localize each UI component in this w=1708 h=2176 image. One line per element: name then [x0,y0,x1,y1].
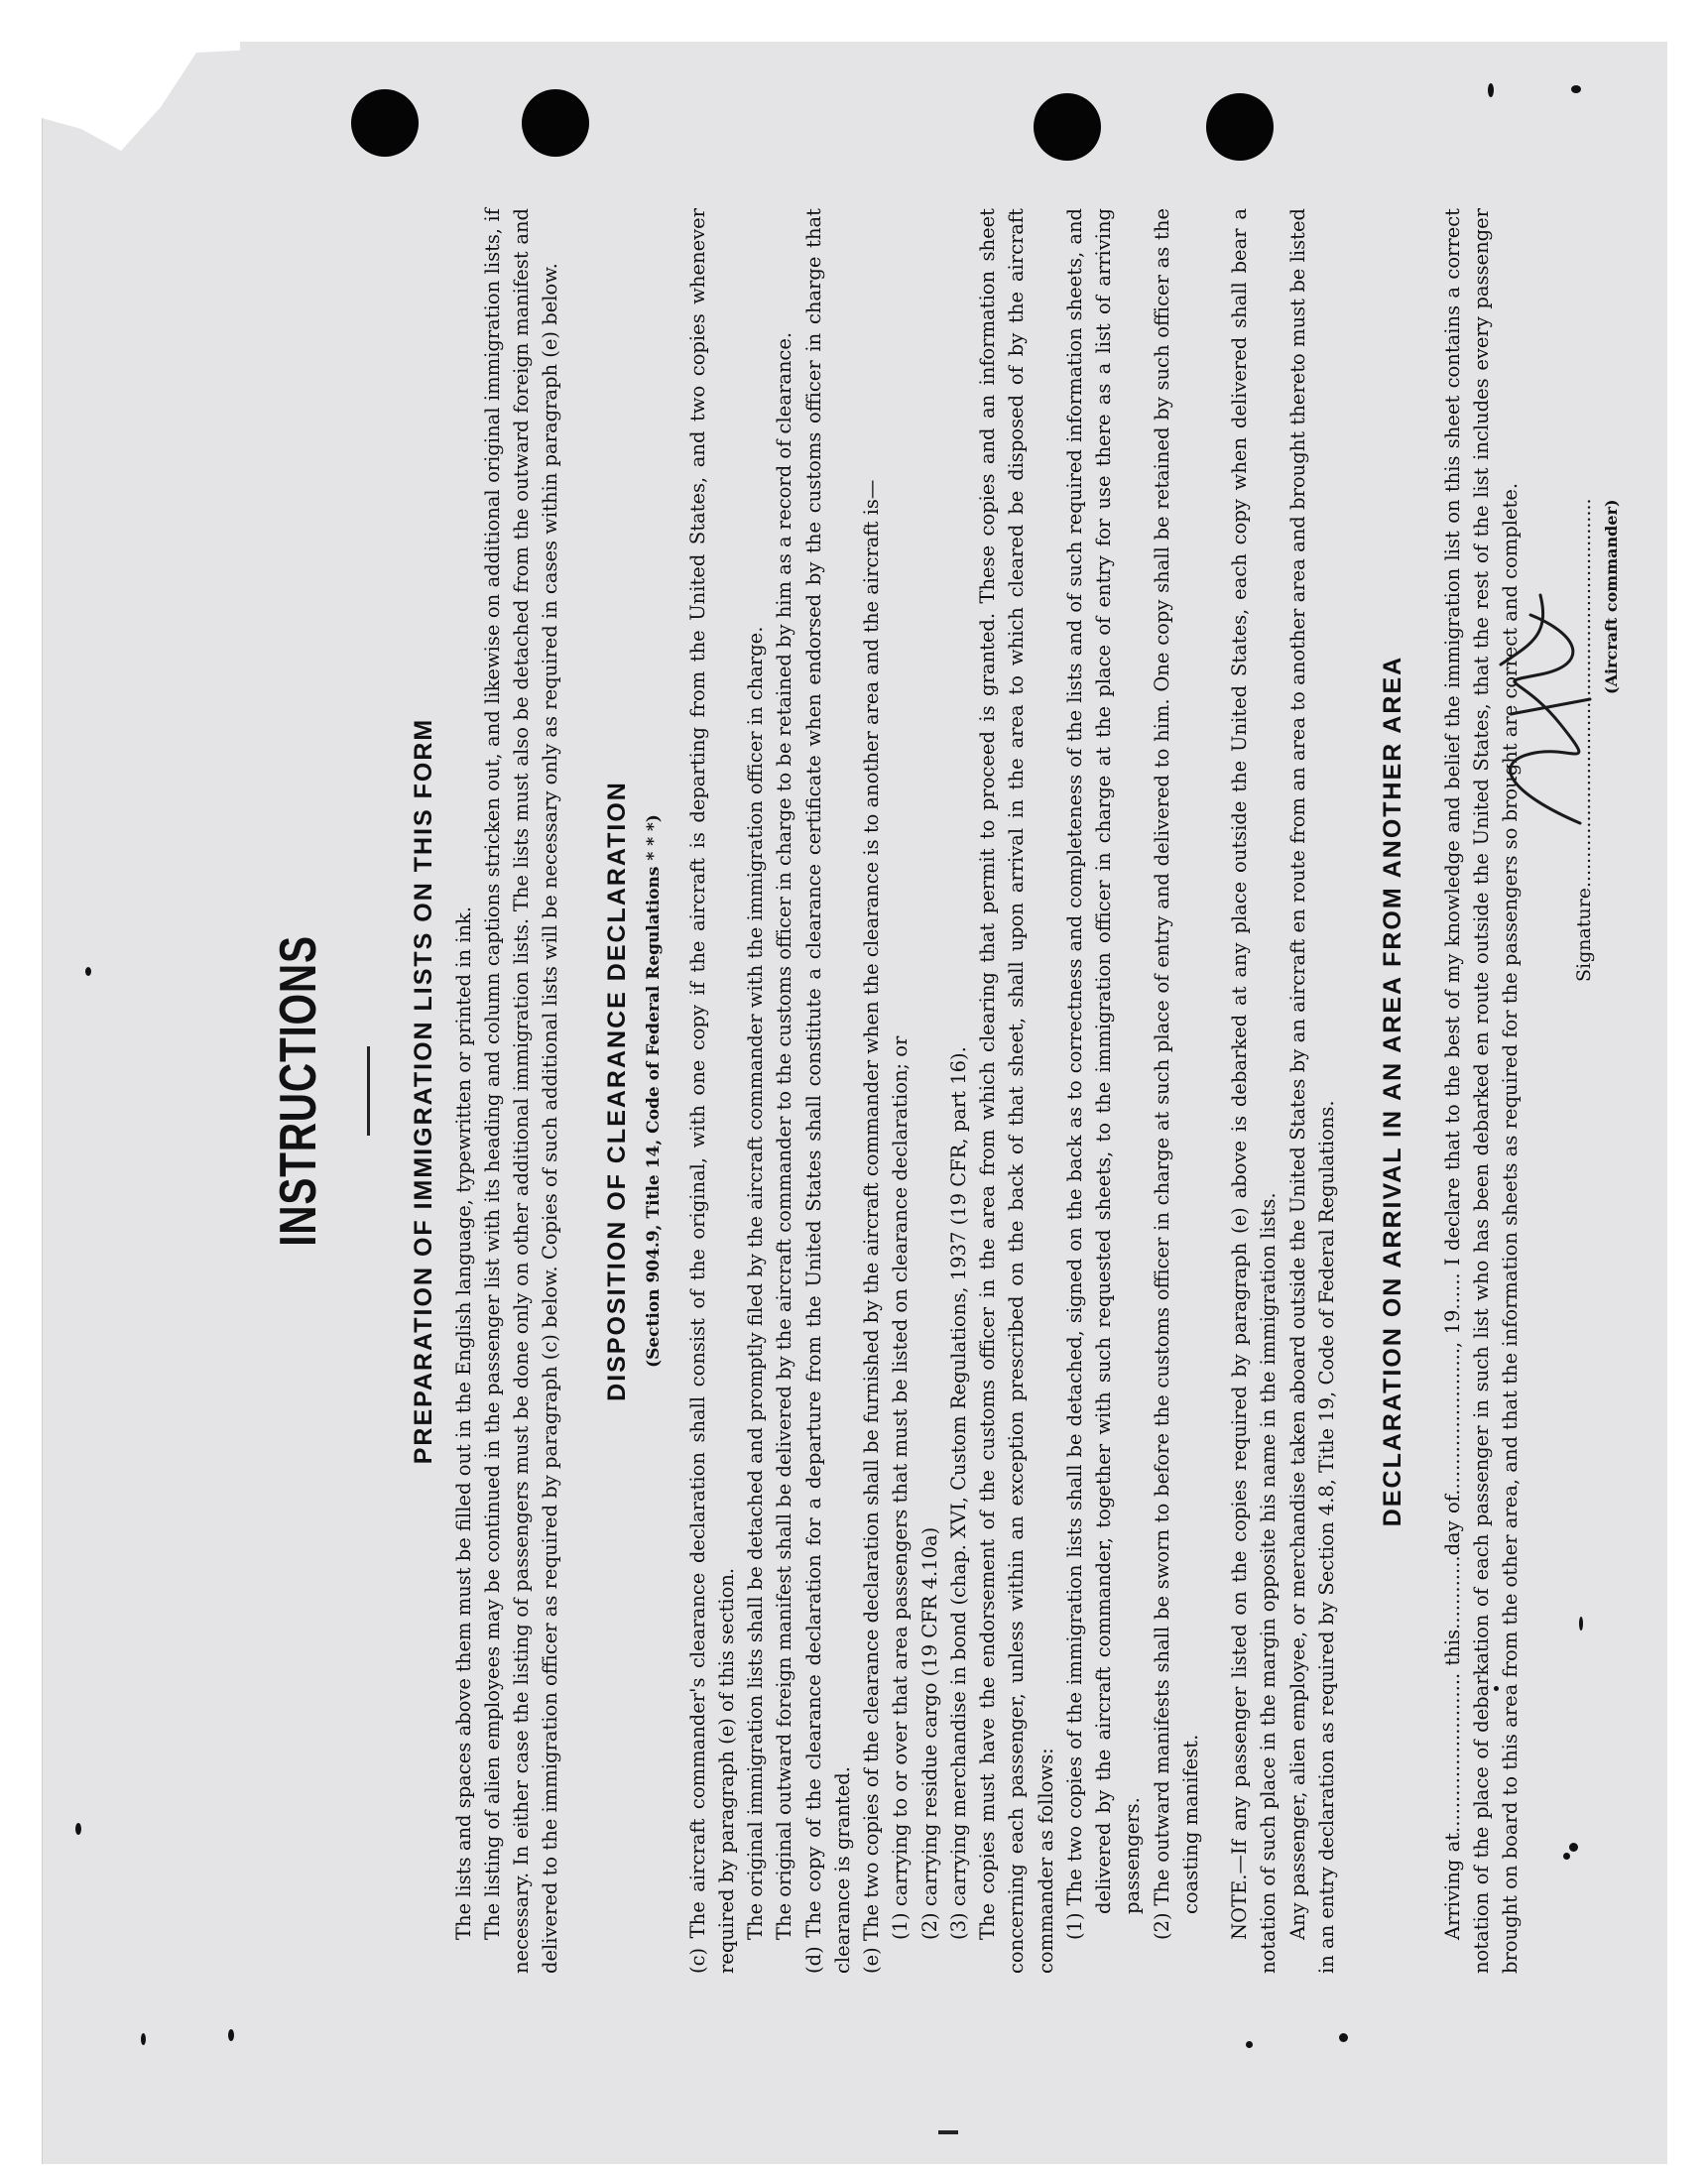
title-rule [367,1046,370,1136]
paragraph-copies: The copies must have the endorsement of the customs officer in the area from which clearing that permit to proceed is granted. These copies and an information sheet concerning each passenger, unless within an exception prescribed on the back of that sheet, shall upon arrival in the area to which cleared be disposed of by the aircraft commander as follows: [976,208,1057,1974]
paragraph-d: (d) The copy of the clearance declaration for a departure from the United States shall constitute a clearance certificate when endorsed by the customs officer in charge that clearance is granted. [801,208,854,1974]
scratch [938,2130,958,2134]
punch-hole-3 [1034,93,1101,161]
punch-hole-1 [351,89,419,157]
speck [1246,2041,1253,2048]
declaration-text: Arriving at.......................... this............day of........................, 19...... I declare that to the best of my knowledge and belief the immigration list on this sheet contains a correct notation of the place of debarkation of each passenger in such list who has been debarked en route outside the United States, that the rest of the list includes every passenger brought on board to this area from the other area, and that the information sheets as required for the passengers so brought are correct and complete. [1440,208,1522,1974]
signature-block [1540,208,1659,1974]
paragraph-e-3: (3) carrying merchandise in bond (chap. XVI, Custom Regulations, 1937 (19 CFR, part 16). [946,1046,970,1940]
paragraph-c: (c) The aircraft commander's clearance declaration shall consist of the original, with one copy if the aircraft is departing from the United States, and two copies whenever required by paragraph (e) of this section. [685,208,738,1974]
paragraph-e: (e) The two copies of the clearance declaration shall be furnished by the aircraft commander when the clearance is to another area and the aircraft is— [860,479,883,1974]
speck [1339,2033,1348,2042]
paragraph-e-1: (1) carrying to or over that area passengers that must be listed on clearance declaration; or [889,1035,913,1940]
signature-field[interactable]: Signature................................................................. [1573,498,1596,982]
paragraph-c-3: The original outward foreign manifest shall be delivered by the aircraft commander to the customs officer in charge to be retained by him as a record of clearance. [773,331,796,1940]
declaration-heading: DECLARATION ON ARRIVAL IN AN AREA FROM ANOTHER AREA [1379,655,1406,1527]
speck [141,2033,146,2045]
speck [228,2029,234,2041]
speck [75,1823,81,1835]
rotated-form-content [260,208,1622,1974]
page-title: INSTRUCTIONS [270,935,327,1247]
paragraph-note-2: Any passenger, alien employee, or merchandise taken aboard outside the United States by an aircraft en route from an area to another area and brought thereto must be listed in an entry declaration as required by Section 4.8, Title 19, Code of Federal Regulations. [1285,208,1338,1974]
disposition-subheading: (Section 904.9, Title 14, Code of Federal Regulations * * *) [644,814,664,1368]
paragraph-note: NOTE.—If any passenger listed on the copies required by paragraph (e) above is debarked at any place outside the United States, each copy when delivered shall bear a notation of such place in the margin opposite his name in the immigration lists. [1228,208,1281,1974]
paragraph-c-2: The original immigration lists shall be detached and promptly filed by the aircraft commander with the immigration officer in charge. [744,626,767,1940]
preparation-heading: PREPARATION OF IMMIGRATION LISTS ON THIS FORM [410,717,437,1465]
paragraph-e-2: (2) carrying residue cargo (19 CFR 4.10a) [917,1526,941,1940]
disposition-heading: DISPOSITION OF CLEARANCE DECLARATION [602,781,631,1401]
speck [85,967,91,976]
paragraph-f-1: (1) The two copies of the immigration lists shall be detached, signed on the back as to correctness and completeness of the lists and of such required information sheets, and delivered by the aircraft commander, together with such requested sheets, to the immigration officer in charge at the place of entry for use there as a list of arriving passengers. [1062,208,1145,1940]
speck [1571,85,1581,93]
signature-caption: (Aircraft commander) [1602,499,1622,694]
punch-hole-4 [1206,93,1274,161]
preparation-paragraph-1: The lists and spaces above them must be filled out in the English language, typewritten or printed in ink. [451,906,475,1940]
paragraph-f-2: (2) The outward manifests shall be sworn to before the customs officer in charge at such place of entry and delivered to him. One copy shall be retained by such officer as the coasting manifest. [1150,208,1202,1940]
speck [1488,83,1494,97]
preparation-paragraph-2: The listing of alien employees may be continued in the passenger list with its heading and column captions stricken out, and likewise on additional original immigration lists, if necessary. In either case the listing of passengers must be done only on other additional immigration lists. The lists must also be detached from the outward foreign manifest and delivered to the immigration officer as required by paragraph (c) below. Copies of such additional lists will be necessary only as required in cases within paragraph (e) below. [480,208,562,1974]
punch-hole-2 [522,89,589,157]
